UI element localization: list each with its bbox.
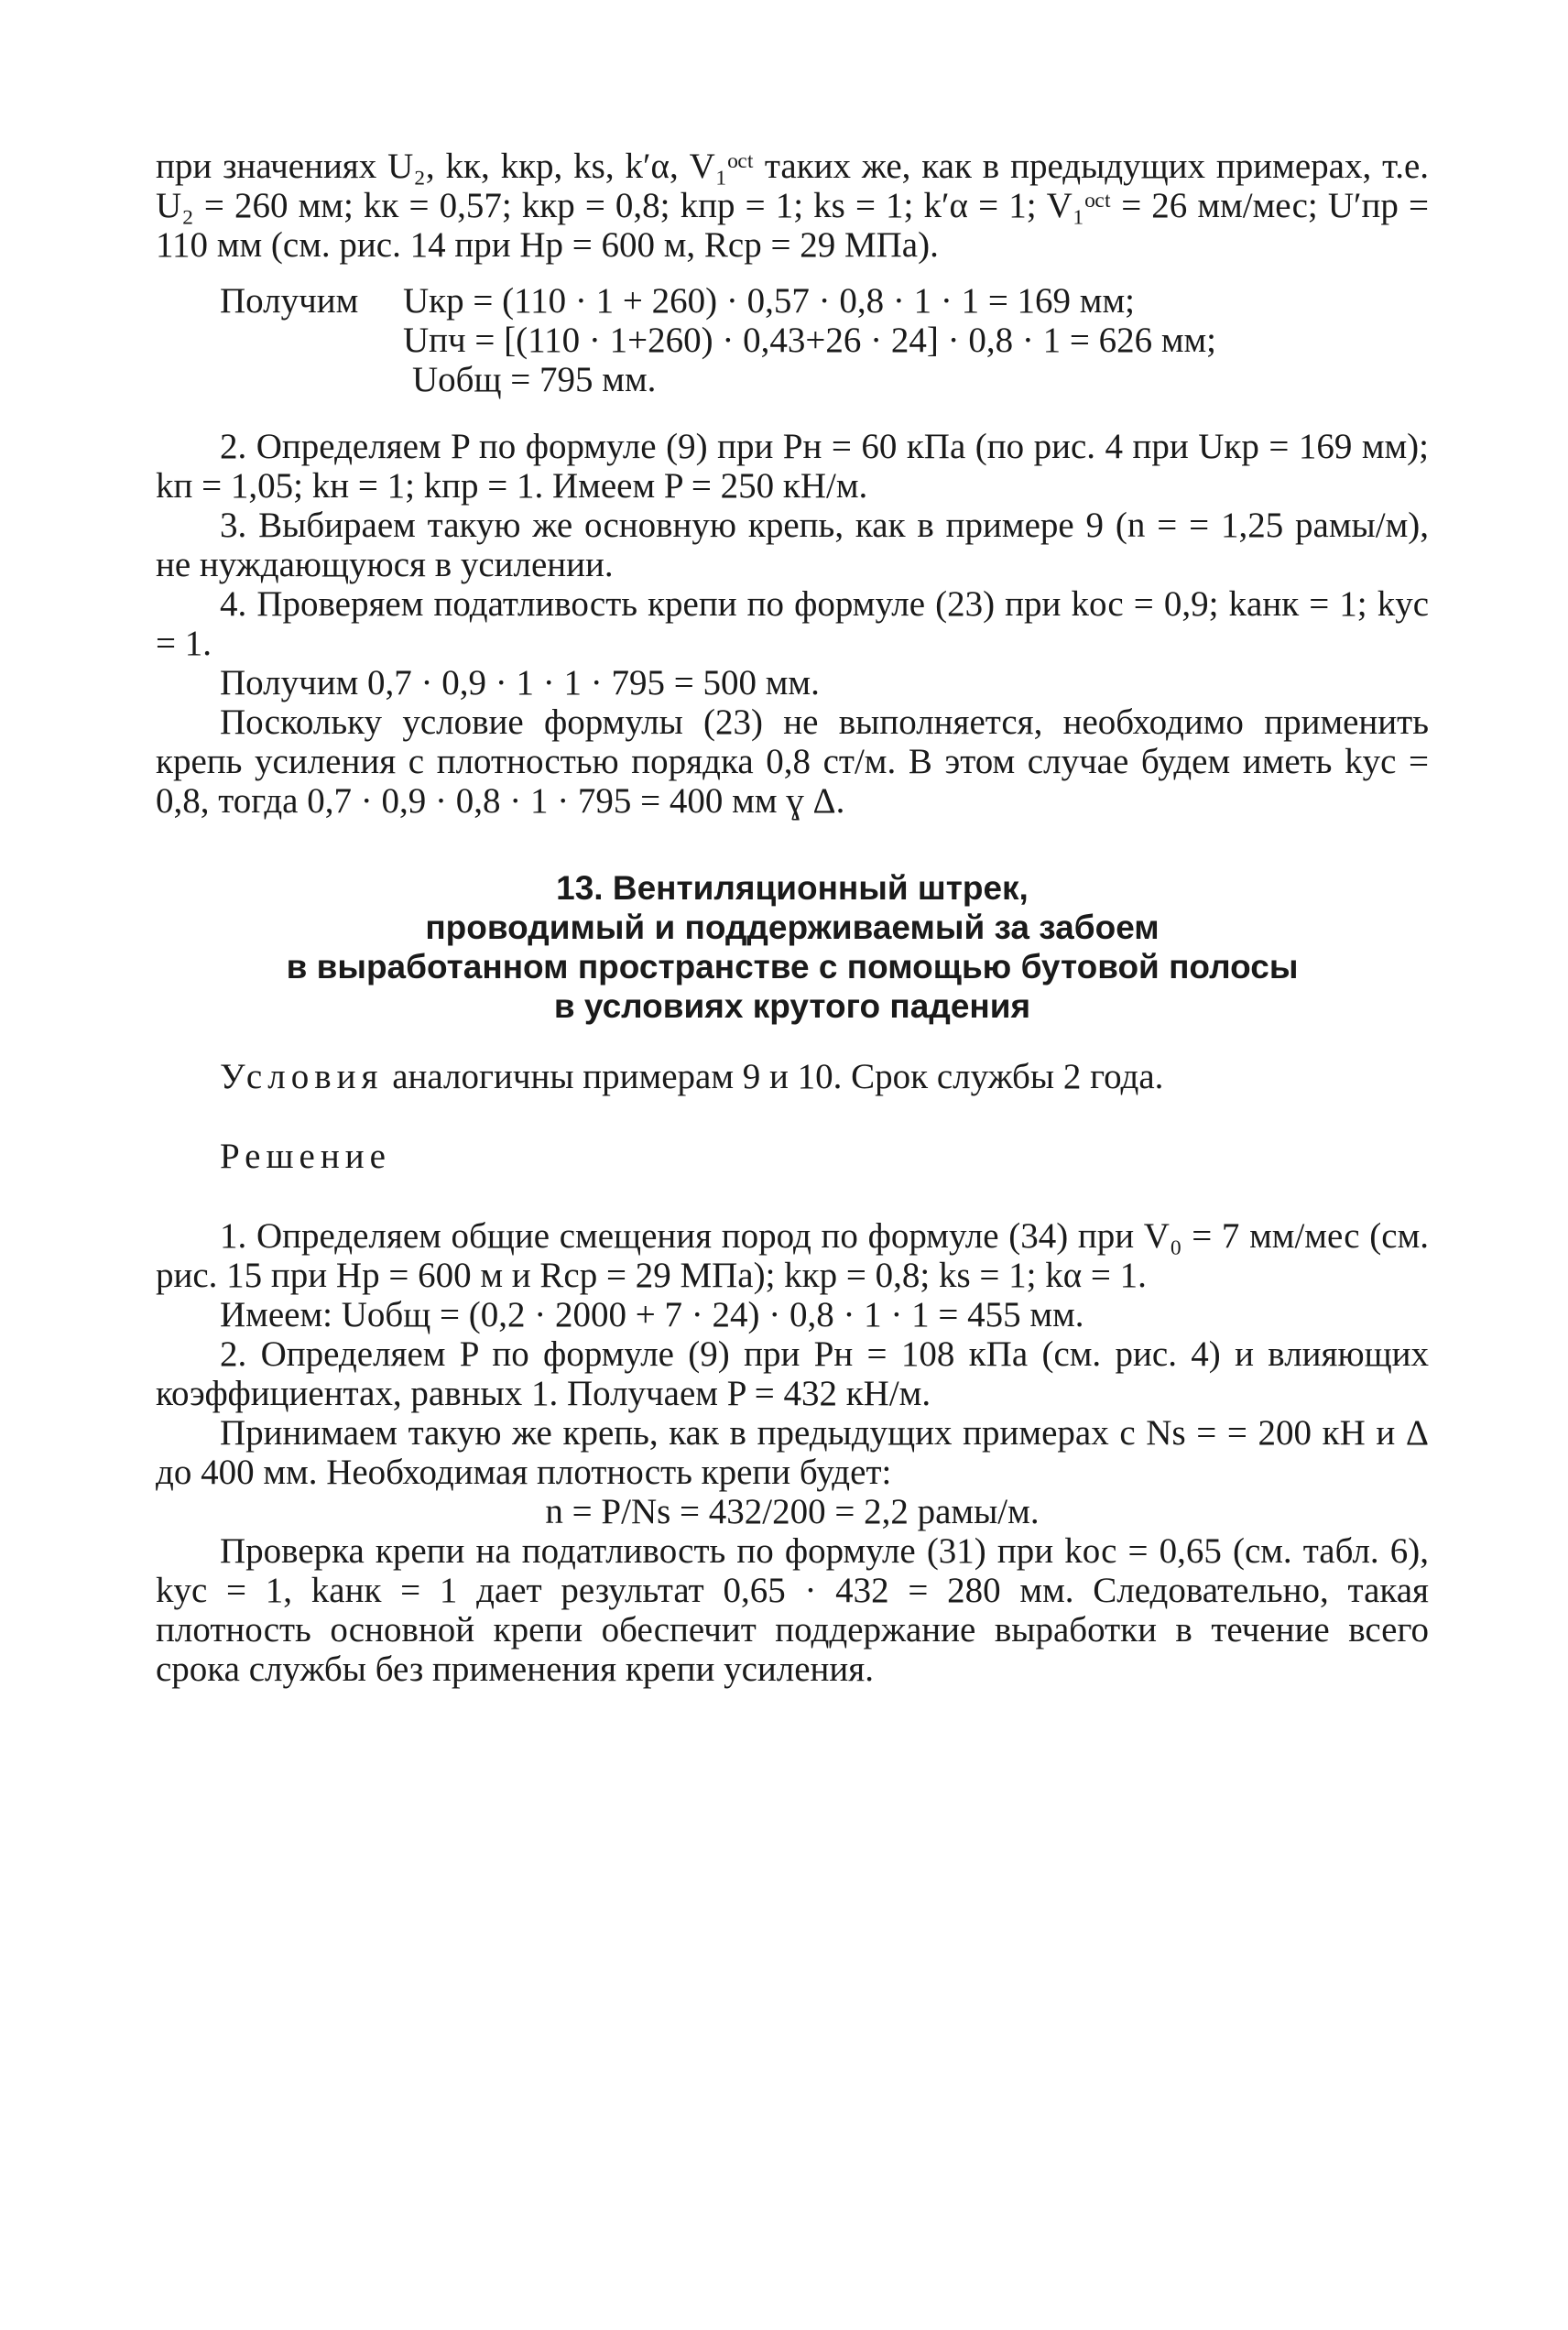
formula-density: n = P/Ns = 432/200 = 2,2 рамы/м. [545,1492,1040,1531]
paragraph-solution-2: 2. Определяем P по формуле (9) при Pн = 108 кПа (см. рис. 4) и влияющих коэффициентах, равных 1. Получаем P = 432 кН/м. [156,1334,1429,1413]
document-page [156,147,1429,1689]
paragraph-step-2: 2. Определяем P по формуле (9) при Pн = 60 кПа (по рис. 4 при Uкр = 169 мм); kп = 1,05; kн = 1; kпр = 1. Имеем P = 250 кН/м. [156,427,1429,506]
solution-label: Решение [220,1137,391,1176]
conditions-text: аналогичны примерам 9 и 10. Срок службы 2 года. [392,1057,1164,1096]
formula-u-pch: Uпч = [(110 · 1+260) · 0,43+26 · 24] · 0,8 · 1 = 626 мм; [403,321,1217,360]
formula-u-kr: Uкр = (110 · 1 + 260) · 0,57 · 0,8 · 1 · 1 = 169 мм; [403,281,1136,321]
formula-u-total: Uобщ = 795 мм. [412,360,657,399]
section-heading-line-3: в выработанном пространстве с помощью бутовой полосы [286,948,1299,985]
paragraph-solution-3: Принимаем такую же крепь, как в предыдущих примерах с Ns = = 200 кН и Δ до 400 мм. Необходимая плотность крепи будет: [156,1413,1429,1492]
paragraph-conditions [156,1057,1429,1096]
section-heading-13 [156,868,1429,1026]
paragraph-step-4: 4. Проверяем податливость крепи по формуле (23) при kос = 0,9; kанк = 1; kус = 1. [156,584,1429,663]
paragraph-solution-check: Проверка крепи на податливость по формуле (31) при kос = 0,65 (см. табл. 6), kус = 1, kанк = 1 дает результат 0,65 · 432 = 280 мм. Следовательно, такая плотность основной крепи обеспечит поддержание выработки в течение всего срока службы без применения крепи усиления. [156,1531,1429,1689]
section-heading-line-1: 13. Вентиляционный штрек, [556,869,1029,907]
paragraph-result-1: Получим 0,7 · 0,9 · 1 · 1 · 795 = 500 мм. [220,663,820,702]
section-heading-line-2: проводимый и поддерживаемый за забоем [425,909,1160,946]
paragraph-step-3: 3. Выбираем такую же основную крепь, как в примере 9 (n = = 1,25 рамы/м), не нуждающуюся в усилении. [156,506,1429,584]
paragraph-solution-result: Имеем: Uобщ = (0,2 · 2000 + 7 · 24) · 0,8 · 1 · 1 = 455 мм. [220,1295,1084,1334]
formula-lead: Получим [220,281,359,321]
paragraph-parameters: при значениях U₂, kк, kкр, ks, k′α, V₁ᵒᶜᵗ таких же, как в предыдущих примерах, т.е. U₂ = 260 мм; kк = 0,57; kкр = 0,8; kпр = 1; ks = 1; k′α = 1; V₁ᵒᶜᵗ = 26 мм/мес; U′пр = 110 мм (см. рис. 14 при Hр = 600 м, Rср = 29 МПа). [156,147,1429,265]
paragraph-solution-1: 1. Определяем общие смещения пород по формуле (34) при V₀ = 7 мм/мес (см. рис. 15 при Hр = 600 м и Rср = 29 МПа); kкр = 0,8; ks = 1; kα = 1. [156,1216,1429,1295]
section-heading-line-4: в условиях крутого падения [553,987,1031,1025]
conditions-label: Условия [220,1057,384,1096]
formula-block-displacements [156,281,1429,399]
paragraph-conclusion-1: Поскольку условие формулы (23) не выполняется, необходимо применить крепь усиления с плотностью порядка 0,8 ст/м. В этом случае будем иметь kус = 0,8, тогда 0,7 · 0,9 · 0,8 · 1 · 795 = 400 мм ɣ Δ. [156,702,1429,821]
